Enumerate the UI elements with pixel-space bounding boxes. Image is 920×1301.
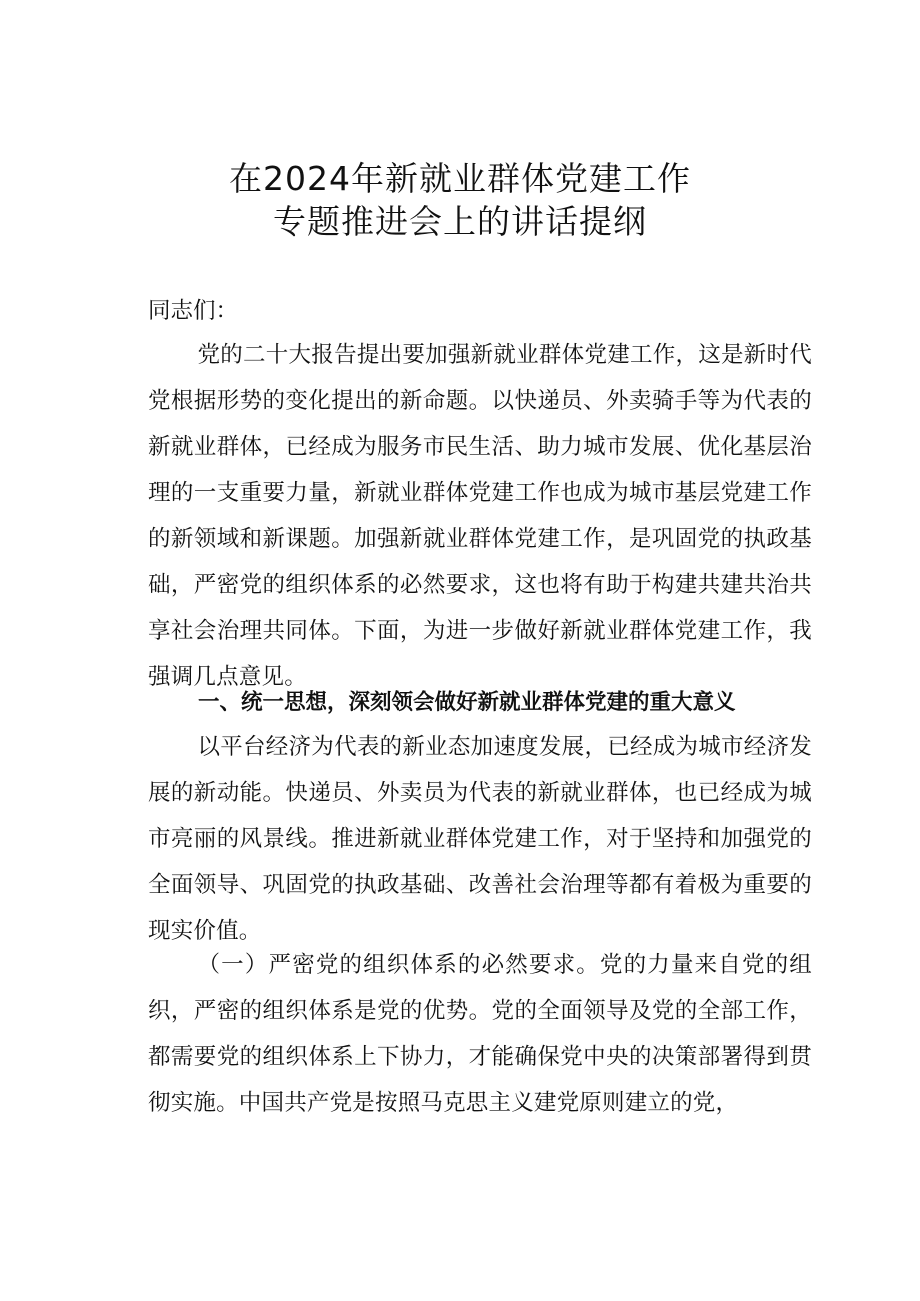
paragraph-subsection-1: （一）严密党的组织体系的必然要求。党的力量来自党的组织，严密的组织体系是党的优势。党的全面领导及党的全部工作，都需要党的组织体系上下协力，才能确保党中央的决策部署得到贯彻实施。中国共产党是按照马克思主义建党原则建立的党， <box>148 952 812 1116</box>
salutation: 同志们： <box>148 298 239 324</box>
paragraph-section-1: 以平台经济为代表的新业态加速度发展，已经成为城市经济发展的新动能。快递员、外卖员为代表的新就业群体，也已经成为城市亮丽的风景线。推进新就业群体党建工作，对于坚持和加强党的全面领导、巩固党的执政基础、改善社会治理等都有着极为重要的现实价值。 <box>148 734 812 944</box>
section-heading-1: 一、统一思想，深刻领会做好新就业群体党建的重大意义 <box>198 690 736 715</box>
document-title-line2: 专题推进会上的讲话提纲 <box>273 202 647 241</box>
paragraph-intro: 党的二十大报告提出要加强新就业群体党建工作，这是新时代党根据形势的变化提出的新命题。以快递员、外卖骑手等为代表的新就业群体，已经成为服务市民生活、助力城市发展、优化基层治理的一支重要力量，新就业群体党建工作也成为城市基层党建工作的新领域和新课题。加强新就业群体党建工作，是巩固党的执政基础，严密党的组织体系的必然要求，这也将有助于构建共建共治共享社会治理共同体。下面，为进一步做好新就业群体党建工作，我强调几点意见。 <box>148 342 812 690</box>
document-title-line1: 在2024年新就业群体党建工作 <box>229 159 691 198</box>
